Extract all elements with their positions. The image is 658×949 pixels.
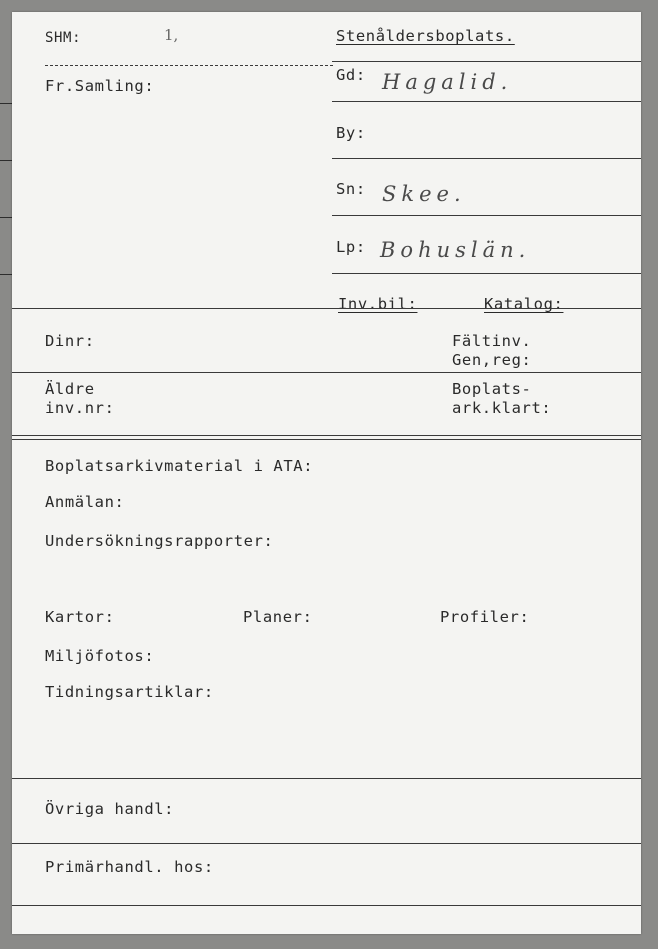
index-tick [0, 274, 12, 275]
lp-label: Lp: [336, 238, 366, 256]
gd-label: Gd: [336, 66, 366, 84]
gd-value: Hagalid. [382, 70, 513, 94]
boplats-label: Boplats- [452, 380, 532, 398]
gd-rule [332, 101, 641, 102]
dinr-label: Dinr: [45, 332, 95, 350]
faltinv-label: Fältinv. [452, 332, 532, 350]
index-tick [0, 217, 12, 218]
section-rule-4 [12, 843, 641, 844]
profiler-label: Profiler: [440, 608, 530, 626]
undersokning-label: Undersökningsrapporter: [45, 532, 274, 550]
miljofotos-label: Miljöfotos: [45, 647, 155, 665]
section-rule-2 [12, 372, 641, 373]
sn-label: Sn: [336, 180, 366, 198]
lp-rule [332, 273, 641, 274]
lp-value: Bohuslän. [380, 238, 531, 262]
section-rule-1 [12, 308, 641, 309]
aldre-label: Äldre [45, 380, 95, 398]
shm-label: SHM: [45, 30, 82, 46]
tidningsartiklar-label: Tidningsartiklar: [45, 683, 214, 701]
shm-divider [45, 65, 333, 66]
section-rule-5 [12, 905, 641, 906]
archive-card [12, 12, 641, 934]
katalog-label: Katalog: [484, 295, 564, 313]
shm-handwritten-mark: 1, [164, 26, 179, 44]
primarhandl-label: Primärhandl. hos: [45, 858, 214, 876]
by-rule [332, 158, 641, 159]
double-rule-bottom [12, 439, 641, 440]
genreg-label: Gen,reg: [452, 351, 532, 369]
sn-rule [332, 215, 641, 216]
anmalan-label: Anmälan: [45, 493, 125, 511]
archive-heading: Boplatsarkivmaterial i ATA: [45, 457, 314, 475]
by-label: By: [336, 124, 366, 142]
planer-label: Planer: [243, 608, 313, 626]
invnr-label: inv.nr: [45, 399, 115, 417]
index-tick [0, 103, 12, 104]
arkklart-label: ark.klart: [452, 399, 552, 417]
fr-samling-label: Fr.Samling: [45, 77, 155, 95]
ovriga-label: Övriga handl: [45, 800, 175, 818]
sn-value: Skee. [382, 182, 466, 206]
index-tick [0, 160, 12, 161]
double-rule-top [12, 435, 641, 436]
section-rule-3 [12, 778, 641, 779]
kartor-label: Kartor: [45, 608, 115, 626]
card-title: Stenåldersboplats. [336, 27, 515, 45]
invbil-label: Inv.bil: [338, 295, 418, 313]
title-rule [332, 61, 641, 62]
